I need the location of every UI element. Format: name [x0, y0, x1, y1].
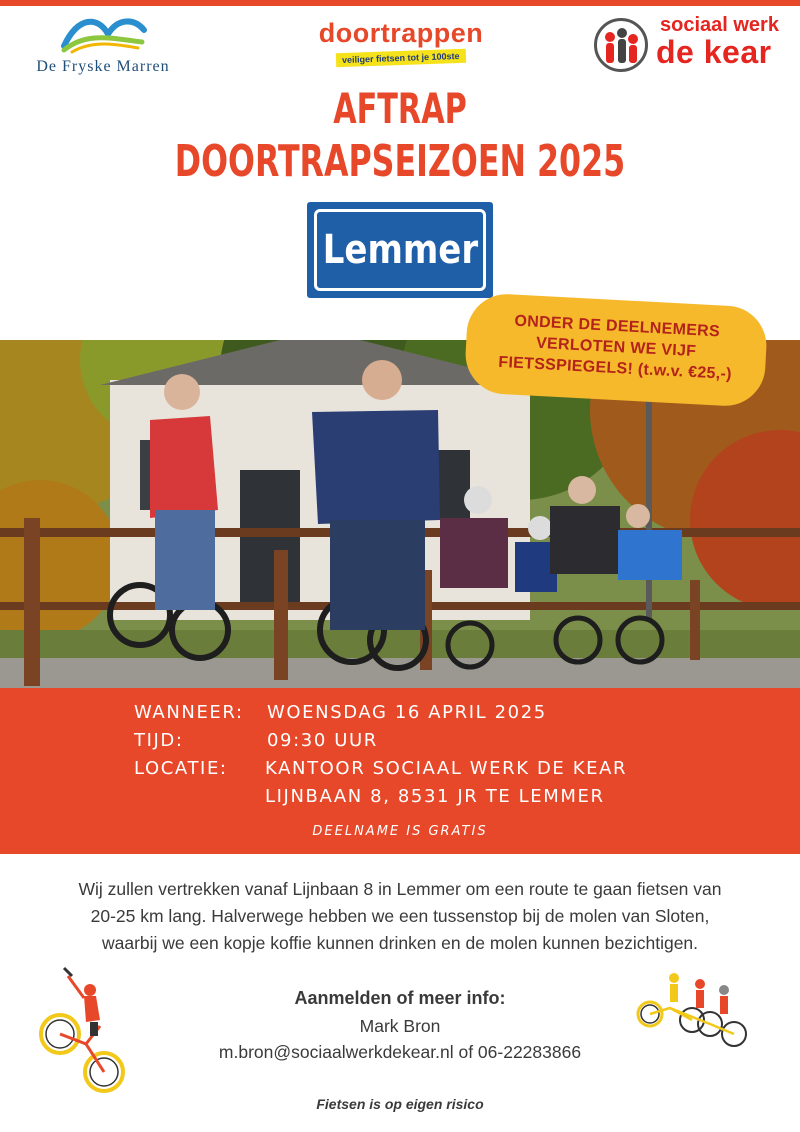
de-kear-text: de kear [656, 34, 772, 70]
when-value: WOENSDAG 16 APRIL 2025 [267, 702, 547, 723]
fryske-marren-waves-icon [58, 12, 148, 54]
when-label: WANNEER: [134, 702, 244, 723]
time-value: 09:30 UUR [267, 730, 378, 751]
prize-line-2: VERLOTEN WE VIJF [535, 334, 697, 361]
location-line-1: KANTOOR SOCIAAL WERK DE KEAR [265, 758, 628, 779]
place-name-text: Lemmer [322, 227, 478, 273]
prize-line-1: ONDER DE DEELNEMERS [514, 312, 721, 341]
sociaal-werk-de-kear-logo [594, 12, 790, 72]
top-accent-stripe [0, 0, 800, 6]
description-line-3: waarbij we een kopje koffie kunnen drinken en de molen kunnen bezichtigen. [101, 933, 699, 953]
title-line-1: AFTRAP [333, 84, 467, 133]
contact-name: Mark Bron [359, 1016, 441, 1036]
place-name-sign [307, 202, 493, 298]
event-details-band [0, 688, 800, 854]
people-group-icon [594, 18, 648, 72]
description-line-2: 20-25 km lang. Halverwege hebben we een tussenstop bij de molen van Sloten, [90, 906, 710, 926]
sociaal-werk-text: sociaal werk [660, 14, 779, 36]
doortrappen-tagline: veiliger fietsen tot je 100ste [336, 49, 466, 68]
de-fryske-marren-logo [18, 12, 188, 78]
group-cyclists-doodle-icon [634, 968, 752, 1052]
risk-disclaimer: Fietsen is op eigen risico [316, 1096, 484, 1112]
contact-heading: Aanmelden of meer info: [294, 988, 506, 1008]
prize-line-3: FIETSSPIEGELS! (t.w.v. €25,-) [497, 353, 733, 384]
location-line-2: LIJNBAAN 8, 8531 JR TE LEMMER [265, 786, 605, 807]
prize-announcement-bubble [464, 292, 769, 408]
fryske-marren-name: De Fryske Marren [36, 58, 170, 75]
page-title [0, 84, 800, 190]
description-line-1: Wij zullen vertrekken vanaf Lijnbaan 8 in Lemmer om een route te gaan fietsen van [78, 879, 722, 899]
title-line-2: DOORTRAPSEIZOEN 2025 [174, 136, 626, 187]
route-description [20, 876, 780, 957]
location-label: LOCATIE: [134, 758, 228, 779]
contact-details: m.bron@sociaalwerkdekear.nl of 06-22283866 [218, 1042, 582, 1062]
cyclist-doodle-icon [34, 964, 134, 1094]
time-label: TIJD: [134, 730, 184, 751]
free-participation-note: DEELNAME IS GRATIS [312, 824, 488, 839]
doortrappen-wordmark: doortrappen [318, 18, 484, 48]
doortrappen-logo [312, 18, 490, 74]
